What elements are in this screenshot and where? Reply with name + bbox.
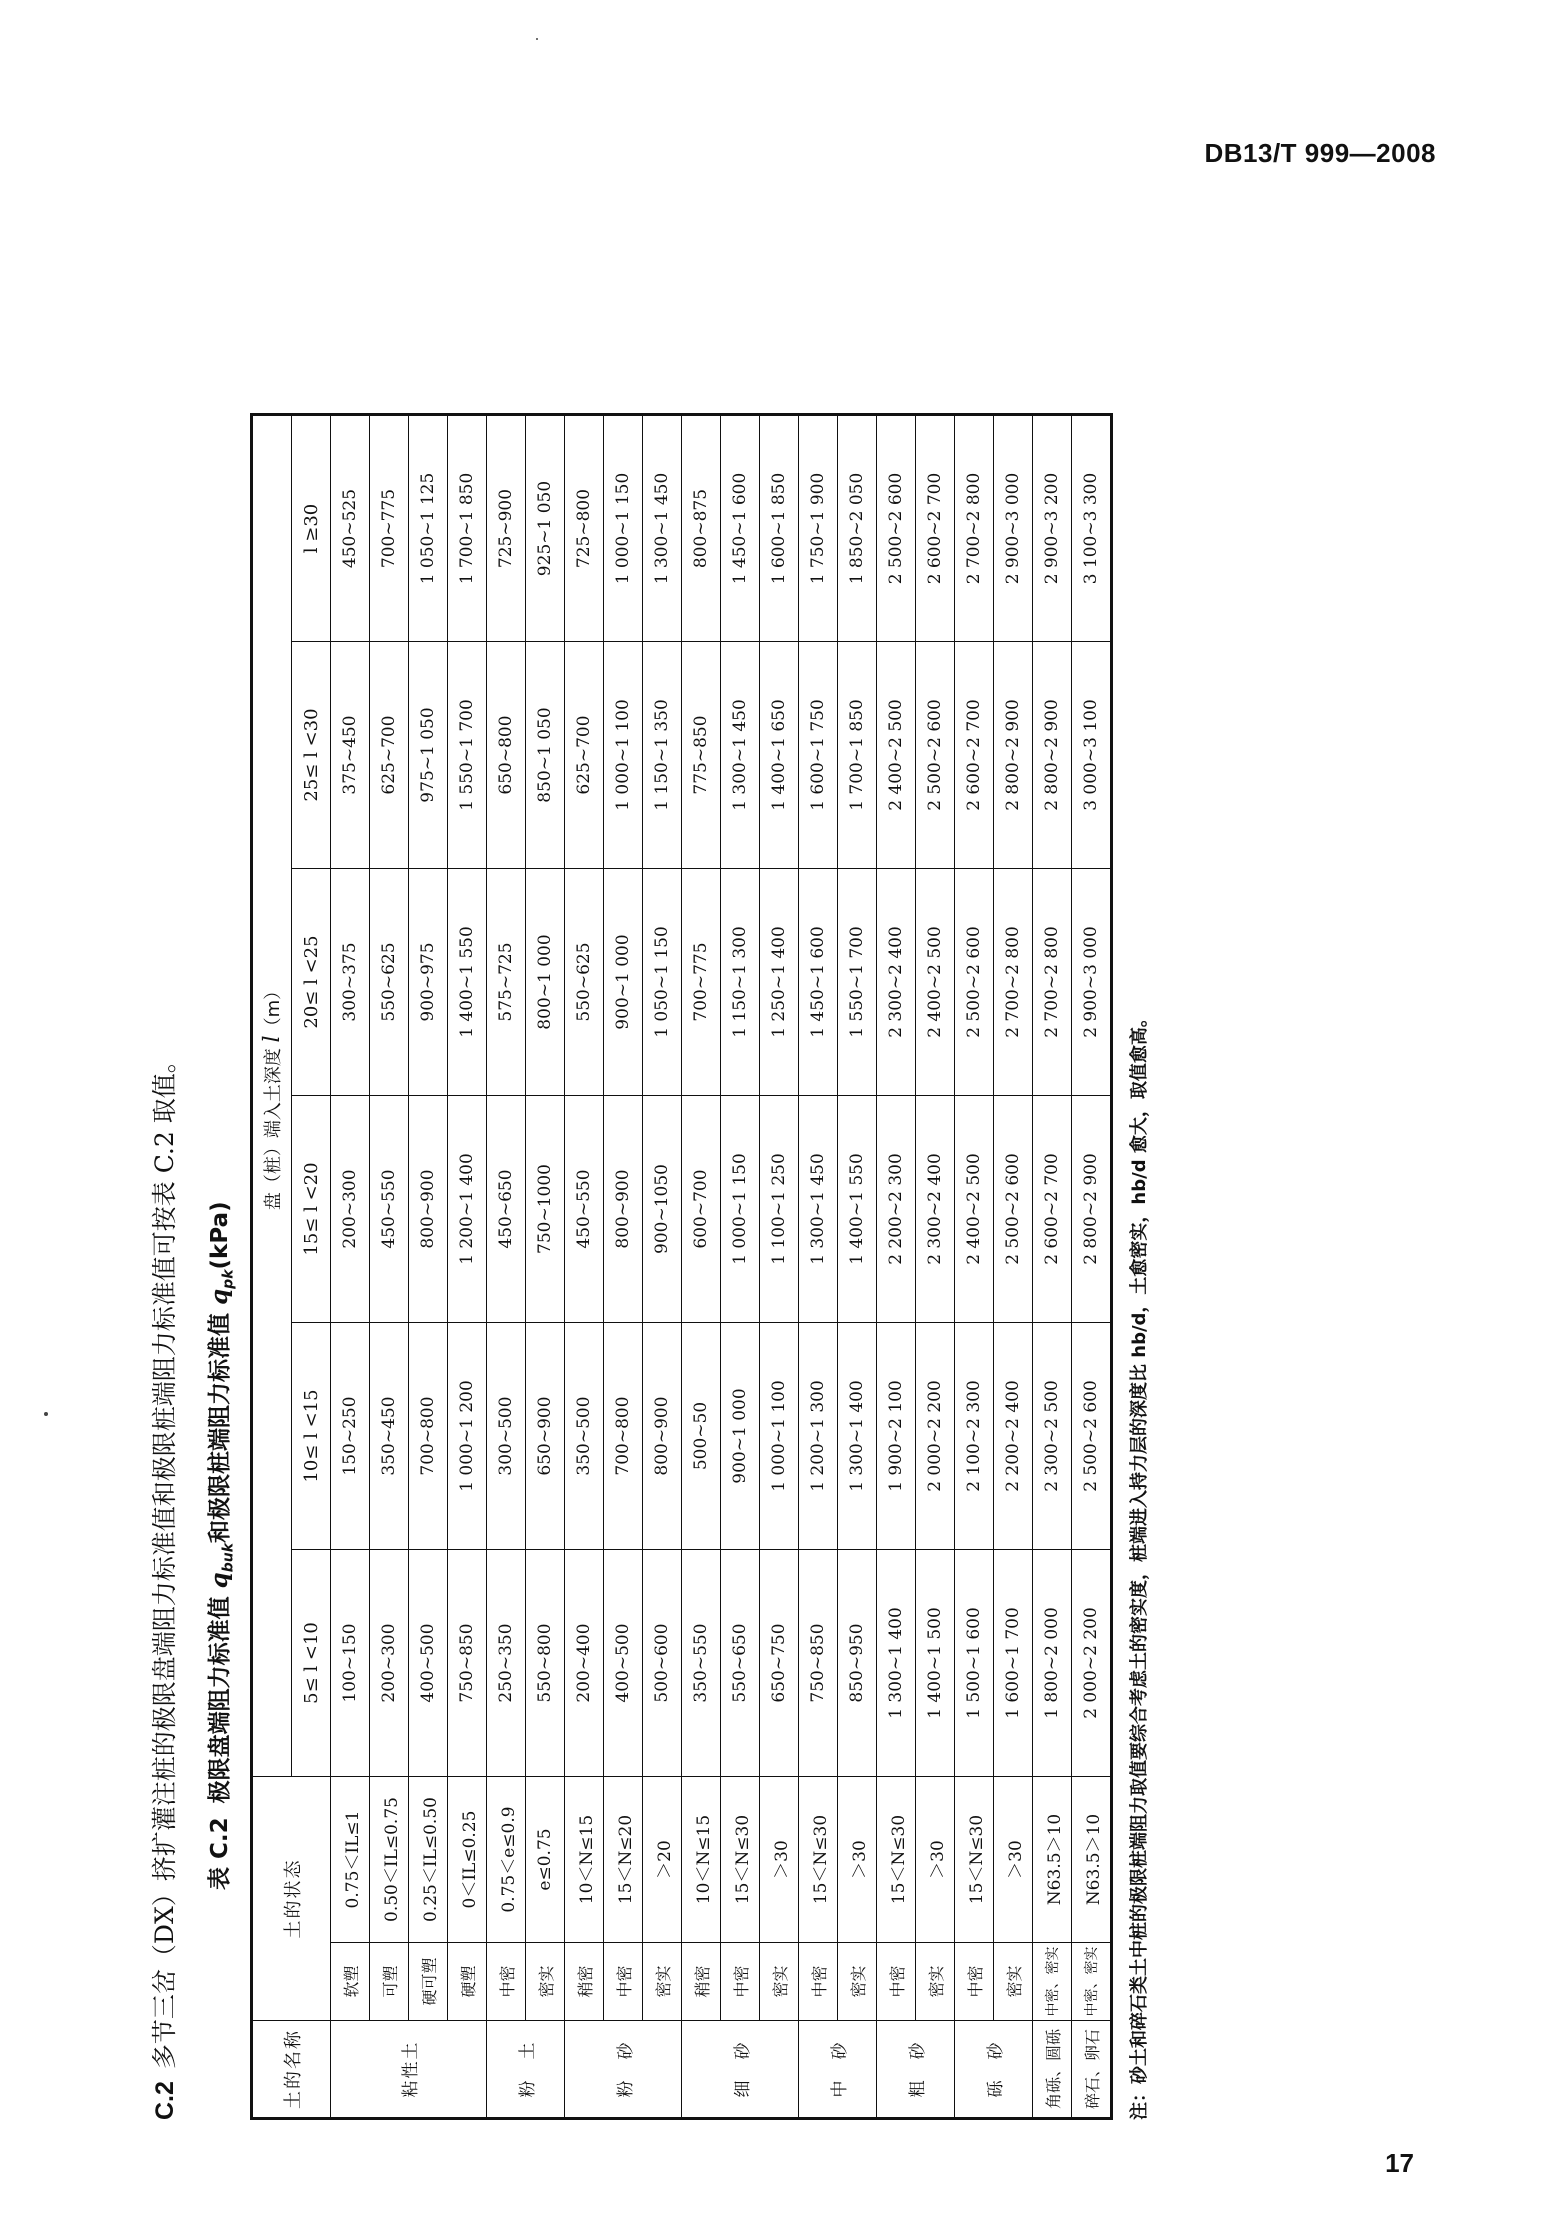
soil-state-cell: 中密 <box>955 1943 994 2021</box>
table-caption-subscript-a: buk <box>220 1542 237 1573</box>
value-cell: 1 500~1 600 <box>955 1550 994 1777</box>
table-row <box>994 415 1033 2119</box>
condition-cell: 15＜N≤30 <box>955 1777 994 1943</box>
page-number: 17 <box>1385 2148 1414 2178</box>
value-cell: 2 600~2 700 <box>955 642 994 869</box>
value-cell: 550~800 <box>526 1550 565 1777</box>
value-cell: 900~1 000 <box>721 1323 760 1550</box>
header-range: 15≤ l <20 <box>292 1096 331 1323</box>
value-cell: 300~375 <box>331 869 370 1096</box>
value-cell: 350~550 <box>682 1550 721 1777</box>
table-row <box>1072 415 1112 2119</box>
value-cell: 1 000~1 150 <box>604 415 643 642</box>
value-cell: 2 500~2 600 <box>877 415 916 642</box>
value-cell: 200~400 <box>565 1550 604 1777</box>
value-cell: 750~1000 <box>526 1096 565 1323</box>
value-cell: 1 300~1 450 <box>721 642 760 869</box>
soil-state-cell: 中密、密实 <box>1072 1943 1112 2021</box>
value-cell: 550~650 <box>721 1550 760 1777</box>
value-cell: 1 800~2 000 <box>1033 1550 1072 1777</box>
table-row <box>721 415 760 2119</box>
table-row <box>565 415 604 2119</box>
value-cell: 1 150~1 300 <box>721 869 760 1096</box>
value-cell: 1 900~2 100 <box>877 1323 916 1550</box>
header-depth-group-text: 盘（桩）端入土深度 <box>263 1048 284 1211</box>
condition-cell: ＞20 <box>643 1777 682 1943</box>
value-cell: 200~300 <box>370 1550 409 1777</box>
scan-speck <box>44 1412 48 1416</box>
value-cell: 500~600 <box>643 1550 682 1777</box>
table-header-row-1 <box>252 415 292 2119</box>
value-cell: 800~1 000 <box>526 869 565 1096</box>
value-cell: 800~900 <box>409 1096 448 1323</box>
condition-cell: 15＜N≤30 <box>721 1777 760 1943</box>
value-cell: 1 400~1 650 <box>760 642 799 869</box>
value-cell: 1 050~1 125 <box>409 415 448 642</box>
value-cell: 750~850 <box>448 1550 487 1777</box>
condition-cell: 10＜N≤15 <box>682 1777 721 1943</box>
value-cell: 250~350 <box>487 1550 526 1777</box>
value-cell: 725~800 <box>565 415 604 642</box>
value-cell: 2 400~2 500 <box>877 642 916 869</box>
header-depth-group <box>252 415 292 1777</box>
value-cell: 1 000~1 100 <box>604 642 643 869</box>
value-cell: 625~700 <box>565 642 604 869</box>
table-row <box>409 415 448 2119</box>
value-cell: 1 100~1 250 <box>760 1096 799 1323</box>
value-cell: 750~850 <box>799 1550 838 1777</box>
table-row <box>370 415 409 2119</box>
table-row <box>643 415 682 2119</box>
value-cell: 650~750 <box>760 1550 799 1777</box>
soil-state-cell: 中密 <box>604 1943 643 2021</box>
resistance-table <box>250 413 1113 2120</box>
value-cell: 400~500 <box>604 1550 643 1777</box>
value-cell: 100~150 <box>331 1550 370 1777</box>
value-cell: 350~450 <box>370 1323 409 1550</box>
value-cell: 400~500 <box>409 1550 448 1777</box>
soil-state-cell: 中密、密实 <box>1033 1943 1072 2021</box>
soil-state-cell: 密实 <box>526 1943 565 2021</box>
value-cell: 850~950 <box>838 1550 877 1777</box>
table-row <box>955 415 994 2119</box>
value-cell: 1 400~1 550 <box>448 869 487 1096</box>
table-row <box>331 415 370 2119</box>
table-row <box>1033 415 1072 2119</box>
value-cell: 800~900 <box>604 1096 643 1323</box>
table-row <box>760 415 799 2119</box>
value-cell: 450~525 <box>331 415 370 642</box>
value-cell: 2 100~2 300 <box>955 1323 994 1550</box>
value-cell: 650~800 <box>487 642 526 869</box>
value-cell: 1 700~1 850 <box>448 415 487 642</box>
value-cell: 1 200~1 400 <box>448 1096 487 1323</box>
standard-code: DB13/T 999—2008 <box>1204 138 1436 168</box>
value-cell: 3 000~3 100 <box>1072 642 1112 869</box>
value-cell: 1 450~1 600 <box>721 415 760 642</box>
value-cell: 2 900~3 000 <box>994 415 1033 642</box>
value-cell: 2 500~2 600 <box>994 1096 1033 1323</box>
value-cell: 2 700~2 800 <box>1033 869 1072 1096</box>
value-cell: 1 400~1 550 <box>838 1096 877 1323</box>
value-cell: 2 000~2 200 <box>916 1323 955 1550</box>
value-cell: 1 550~1 700 <box>838 869 877 1096</box>
condition-cell: 0.75＜IL≤1 <box>331 1777 370 1943</box>
header-soil-name: 土的名称 <box>252 2021 331 2119</box>
table-row <box>799 415 838 2119</box>
value-cell: 925~1 050 <box>526 415 565 642</box>
value-cell: 800~900 <box>643 1323 682 1550</box>
value-cell: 1 000~1 200 <box>448 1323 487 1550</box>
value-cell: 550~625 <box>565 869 604 1096</box>
value-cell: 700~800 <box>409 1323 448 1550</box>
condition-cell: ＞30 <box>916 1777 955 1943</box>
soil-name-cell: 砾 砂 <box>955 2021 1033 2119</box>
value-cell: 850~1 050 <box>526 642 565 869</box>
value-cell: 1 050~1 150 <box>643 869 682 1096</box>
value-cell: 2 400~2 500 <box>916 869 955 1096</box>
value-cell: 1 200~1 300 <box>799 1323 838 1550</box>
value-cell: 1 850~2 050 <box>838 415 877 642</box>
soil-state-cell: 硬可塑 <box>409 1943 448 2021</box>
condition-cell: 15＜N≤30 <box>799 1777 838 1943</box>
value-cell: 2 300~2 500 <box>1033 1323 1072 1550</box>
soil-state-cell: 密实 <box>994 1943 1033 2021</box>
value-cell: 375~450 <box>331 642 370 869</box>
value-cell: 1 600~1 850 <box>760 415 799 642</box>
soil-state-cell: 可塑 <box>370 1943 409 2021</box>
condition-cell: ＞30 <box>838 1777 877 1943</box>
table-caption-symbol-a: q <box>206 1572 233 1589</box>
value-cell: 2 800~2 900 <box>994 642 1033 869</box>
soil-state-cell: 密实 <box>916 1943 955 2021</box>
header-range: 20≤ l <25 <box>292 869 331 1096</box>
value-cell: 1 000~1 100 <box>760 1323 799 1550</box>
table-row <box>682 415 721 2119</box>
value-cell: 200~300 <box>331 1096 370 1323</box>
condition-cell: 10＜N≤15 <box>565 1777 604 1943</box>
table-caption-unit: (kPa) <box>207 1201 233 1270</box>
value-cell: 775~850 <box>682 642 721 869</box>
soil-name-cell: 角砾、圆砾 <box>1033 2021 1072 2119</box>
header-range: 10≤ l <15 <box>292 1323 331 1550</box>
header-soil-state: 土的状态 <box>252 1777 331 2021</box>
value-cell: 450~550 <box>370 1096 409 1323</box>
value-cell: 2 900~3 000 <box>1072 869 1112 1096</box>
value-cell: 2 600~2 700 <box>916 415 955 642</box>
value-cell: 1 400~1 500 <box>916 1550 955 1777</box>
value-cell: 450~550 <box>565 1096 604 1323</box>
value-cell: 2 400~2 500 <box>955 1096 994 1323</box>
condition-cell: 15＜N≤20 <box>604 1777 643 1943</box>
value-cell: 900~1050 <box>643 1096 682 1323</box>
table-row <box>526 415 565 2119</box>
table-row <box>448 415 487 2119</box>
value-cell: 700~775 <box>682 869 721 1096</box>
section-heading <box>140 1048 190 2120</box>
soil-name-cell: 粘性土 <box>331 2021 487 2119</box>
table-note: 注：砂土和碎石类土中桩的极限桩端阻力取值要综合考虑土的密实度，桩端进入持力层的深度比 hb/d，土愈密实，hb/d 愈大，取值愈高。 <box>1129 1009 1150 2120</box>
soil-state-cell: 密实 <box>643 1943 682 2021</box>
value-cell: 1 150~1 350 <box>643 642 682 869</box>
condition-cell: ＞30 <box>760 1777 799 1943</box>
value-cell: 500~50 <box>682 1323 721 1550</box>
value-cell: 1 300~1 400 <box>877 1550 916 1777</box>
soil-state-cell: 中密 <box>877 1943 916 2021</box>
condition-cell: N63.5＞10 <box>1072 1777 1112 1943</box>
rotated-page-content <box>140 140 1380 2120</box>
table-row <box>487 415 526 2119</box>
value-cell: 2 500~2 600 <box>955 869 994 1096</box>
value-cell: 900~1 000 <box>604 869 643 1096</box>
soil-state-cell: 软塑 <box>331 1943 370 2021</box>
value-cell: 2 300~2 400 <box>877 869 916 1096</box>
soil-state-cell: 密实 <box>760 1943 799 2021</box>
value-cell: 150~250 <box>331 1323 370 1550</box>
section-title: 多节三岔（DX）挤扩灌注桩的极限盘端阻力标准值和极限桩端阻力标准值可按表 C.2 取值。 <box>150 1048 179 2070</box>
header-range: 5≤ l <10 <box>292 1550 331 1777</box>
value-cell: 1 450~1 600 <box>799 869 838 1096</box>
value-cell: 2 500~2 600 <box>1072 1323 1112 1550</box>
value-cell: 2 300~2 400 <box>916 1096 955 1323</box>
table-caption-symbol-b: q <box>206 1288 233 1305</box>
value-cell: 550~625 <box>370 869 409 1096</box>
value-cell: 725~900 <box>487 415 526 642</box>
table-caption-number: 表 C.2 <box>207 1817 233 1890</box>
table-row <box>916 415 955 2119</box>
soil-name-cell: 粉 土 <box>487 2021 565 2119</box>
value-cell: 1 550~1 700 <box>448 642 487 869</box>
table-row <box>604 415 643 2119</box>
soil-name-cell: 中 砂 <box>799 2021 877 2119</box>
value-cell: 3 100~3 300 <box>1072 415 1112 642</box>
value-cell: 2 200~2 400 <box>994 1323 1033 1550</box>
condition-cell: 0.50＜IL≤0.75 <box>370 1777 409 1943</box>
soil-state-cell: 中密 <box>721 1943 760 2021</box>
header-range: l ≥30 <box>292 415 331 642</box>
soil-name-cell: 碎石、卵石 <box>1072 2021 1112 2119</box>
value-cell: 2 500~2 600 <box>916 642 955 869</box>
table-caption-text-a: 极限盘端阻力标准值 <box>207 1596 233 1804</box>
value-cell: 1 600~1 700 <box>994 1550 1033 1777</box>
condition-cell: 0.25＜IL≤0.50 <box>409 1777 448 1943</box>
soil-state-cell: 硬塑 <box>448 1943 487 2021</box>
value-cell: 575~725 <box>487 869 526 1096</box>
soil-name-cell: 粉 砂 <box>565 2021 682 2119</box>
value-cell: 300~500 <box>487 1323 526 1550</box>
table-row <box>838 415 877 2119</box>
value-cell: 1 300~1 450 <box>799 1096 838 1323</box>
value-cell: 625~700 <box>370 642 409 869</box>
soil-name-cell: 粗 砂 <box>877 2021 955 2119</box>
value-cell: 700~775 <box>370 415 409 642</box>
value-cell: 2 200~2 300 <box>877 1096 916 1323</box>
value-cell: 900~975 <box>409 869 448 1096</box>
value-cell: 700~800 <box>604 1323 643 1550</box>
value-cell: 1 600~1 750 <box>799 642 838 869</box>
value-cell: 1 000~1 150 <box>721 1096 760 1323</box>
condition-cell: ＞30 <box>994 1777 1033 1943</box>
value-cell: 2 600~2 700 <box>1033 1096 1072 1323</box>
value-cell: 1 300~1 400 <box>838 1323 877 1550</box>
value-cell: 450~650 <box>487 1096 526 1323</box>
table-caption-text-b: 和极限桩端阻力标准值 <box>207 1312 233 1543</box>
value-cell: 1 750~1 900 <box>799 415 838 642</box>
table-caption <box>198 1201 242 1890</box>
soil-state-cell: 中密 <box>799 1943 838 2021</box>
soil-state-cell: 密实 <box>838 1943 877 2021</box>
table-caption-subscript-b: pk <box>220 1269 237 1289</box>
table-row <box>877 415 916 2119</box>
condition-cell: 0.75＜e≤0.9 <box>487 1777 526 1943</box>
value-cell: 2 800~2 900 <box>1033 642 1072 869</box>
value-cell: 600~700 <box>682 1096 721 1323</box>
value-cell: 975~1 050 <box>409 642 448 869</box>
header-range: 25≤ l <30 <box>292 642 331 869</box>
section-number: C.2 <box>151 2081 179 2120</box>
header-depth-symbol: l <box>260 1035 285 1043</box>
value-cell: 2 700~2 800 <box>994 869 1033 1096</box>
condition-cell: 0＜IL≤0.25 <box>448 1777 487 1943</box>
value-cell: 350~500 <box>565 1323 604 1550</box>
value-cell: 1 300~1 450 <box>643 415 682 642</box>
soil-state-cell: 中密 <box>487 1943 526 2021</box>
value-cell: 650~900 <box>526 1323 565 1550</box>
value-cell: 1 250~1 400 <box>760 869 799 1096</box>
condition-cell: 15＜N≤30 <box>877 1777 916 1943</box>
scan-speck <box>536 38 538 40</box>
condition-cell: e≤0.75 <box>526 1777 565 1943</box>
value-cell: 2 900~3 200 <box>1033 415 1072 642</box>
value-cell: 800~875 <box>682 415 721 642</box>
soil-state-cell: 稍密 <box>565 1943 604 2021</box>
header-depth-unit: （m） <box>263 981 284 1036</box>
condition-cell: N63.5＞10 <box>1033 1777 1072 1943</box>
soil-state-cell: 稍密 <box>682 1943 721 2021</box>
value-cell: 2 800~2 900 <box>1072 1096 1112 1323</box>
value-cell: 2 000~2 200 <box>1072 1550 1112 1777</box>
value-cell: 2 700~2 800 <box>955 415 994 642</box>
soil-name-cell: 细 砂 <box>682 2021 799 2119</box>
value-cell: 1 700~1 850 <box>838 642 877 869</box>
